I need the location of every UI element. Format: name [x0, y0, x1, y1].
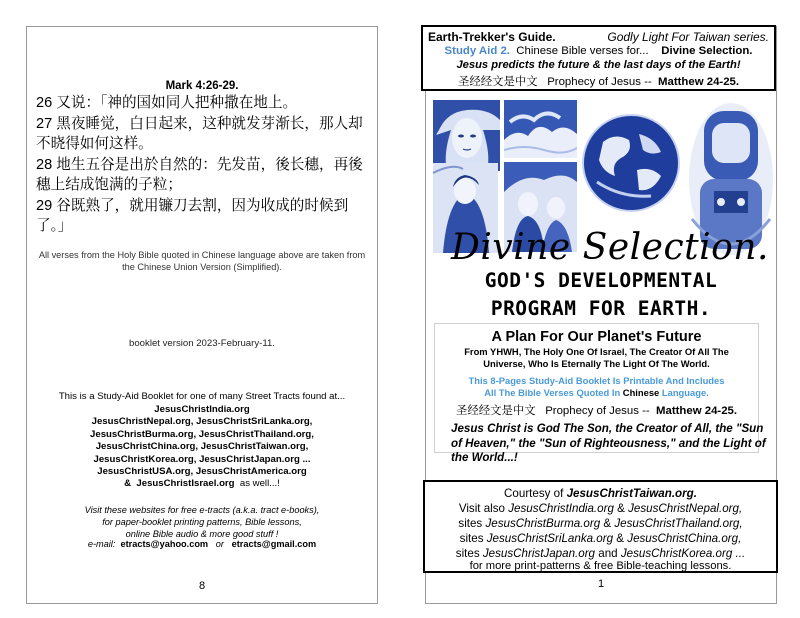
site-link[interactable]: JesusChristKorea.org ...	[620, 547, 746, 560]
study-aid-label: Study Aid 2.	[444, 45, 510, 57]
visit-note	[27, 504, 377, 540]
line-joiner: &	[616, 532, 625, 545]
predicts-line: Jesus predicts the future & the last days of the Earth!	[456, 59, 741, 71]
sites-line	[425, 517, 776, 530]
line-prefix: sites	[458, 517, 483, 530]
site-link[interactable]: JesusChristBurma.org	[485, 517, 601, 530]
verse-block	[36, 93, 376, 237]
visit-line: Visit these websites for free e-tracts (a.k.a. tract e-books),	[84, 505, 320, 515]
visit-line: for paper-booklet printing patterns, Bible lessons,	[102, 517, 302, 527]
program-heading: PROGRAM FOR EARTH.	[490, 297, 712, 320]
study-intro: This is a Study-Aid Booklet for one of many Street Tracts found at...	[58, 391, 346, 402]
amp-text: &	[124, 478, 132, 490]
selection-label: Divine Selection.	[661, 45, 753, 57]
scripture-reference: Mark 4:26-29.	[165, 80, 239, 92]
header-line-1	[428, 30, 769, 44]
sky-clouds-image	[504, 100, 577, 158]
courtesy-box	[423, 480, 778, 573]
woman-portrait-image	[433, 100, 500, 171]
verses-for: Chinese Bible verses for...	[516, 45, 649, 57]
visit-line: online Bible audio & more good stuff !	[125, 529, 279, 539]
booklet-note-line-2	[441, 387, 752, 399]
verse-28: 28 地生五谷是出於自然的：先发苗，後长穗，再後穗上结成饱满的子粒；	[36, 156, 363, 193]
booklet-note-text: All The Bible Verses Quoted In	[484, 386, 621, 398]
earth-globe-image	[581, 112, 681, 214]
site-line-last	[27, 478, 377, 490]
prophecy-ref: Matthew 24-25.	[658, 76, 740, 88]
site-line[interactable]: JesusChristKorea.org, JesusChristJapan.org ...	[93, 453, 311, 465]
line-prefix: Visit also	[458, 502, 505, 515]
sites-line	[425, 532, 776, 545]
language-word: Language.	[661, 386, 709, 398]
courtesy-site-link[interactable]: JesusChristTaiwan.org.	[566, 487, 697, 500]
email-or: or	[215, 539, 224, 549]
site-line[interactable]: JesusChristChina.org, JesusChristTaiwan.org,	[95, 441, 309, 453]
verse-29: 29 谷既熟了，就用镰刀去割，因为收成的时候到了。」	[36, 197, 349, 234]
series-title	[607, 30, 769, 44]
email-gmail[interactable]: etracts@gmail.com	[231, 539, 317, 549]
site-link[interactable]: JesusChristChina.org,	[627, 532, 742, 545]
right-page	[425, 26, 777, 604]
site-link[interactable]: JesusChristSriLanka.org	[486, 532, 614, 545]
prophecy-text-2: Prophecy of Jesus --	[545, 405, 650, 417]
site-link[interactable]: JesusChristJapan.org	[482, 547, 596, 560]
plan-booklet-note	[441, 375, 752, 398]
prophecy-text: Prophecy of Jesus --	[547, 76, 652, 88]
site-line[interactable]: JesusChristBurma.org, JesusChristThailand.org,	[90, 428, 314, 440]
line-prefix: sites	[455, 547, 480, 560]
email-yahoo[interactable]: etracts@yahoo.com	[120, 539, 209, 549]
line-joiner: &	[603, 517, 612, 530]
site-link[interactable]: JesusChristNepal.org,	[628, 502, 743, 515]
jesus-statement: Jesus Christ is God The Son, the Creator of All, the "Sun of Heaven," the "Sun of Righteousness," and the Light of the World...!	[451, 422, 766, 464]
line-joiner: &	[617, 502, 625, 515]
site-list	[27, 404, 377, 491]
visit-also-line	[425, 502, 776, 515]
site-line[interactable]: JesusChristUSA.org, JesusChristAmerica.org	[97, 466, 307, 478]
chinese-word: Chinese	[622, 386, 660, 398]
sites-line	[425, 547, 776, 560]
header-box	[421, 25, 776, 91]
email-label: e-mail:	[87, 539, 116, 549]
courtesy-line	[425, 487, 776, 500]
verse-27: 27 黑夜睡觉，白日起来，这种就发芽渐长，那人却不晓得如何这样。	[36, 115, 363, 152]
plan-prophecy-line	[435, 402, 758, 418]
plan-title: A Plan For Our Planet's Future	[491, 329, 702, 345]
prophecy-ref-2: Matthew 24-25.	[656, 405, 738, 417]
booklet-version: booklet version 2023-February-11.	[129, 338, 275, 349]
site-link[interactable]: JesusChristThailand.org,	[614, 517, 743, 530]
print-patterns-line: for more print-patterns & free Bible-teaching lessons.	[469, 560, 732, 572]
verse-26: 26 又说：「神的国如同人把种撒在地上。	[36, 95, 298, 111]
as-well-text: as well...!	[239, 478, 280, 490]
email-line	[27, 539, 377, 549]
page-number: 8	[198, 580, 206, 592]
header-line-2	[423, 45, 774, 57]
gods-developmental-heading: GOD'S DEVELOPMENTAL	[484, 269, 718, 292]
chinese-label: 圣经经文是中文	[457, 76, 538, 88]
booklet-note-line-1: This 8-Pages Study-Aid Booklet Is Printable And Includes	[468, 375, 725, 386]
site-link[interactable]: JesusChristIndia.org	[508, 502, 614, 515]
site-line[interactable]: JesusChristNepal.org, JesusChristSriLanka.org,	[91, 416, 313, 428]
site-link-israel[interactable]: JesusChristIsrael.org	[136, 478, 235, 490]
line-prefix: sites	[459, 532, 484, 545]
left-page	[26, 26, 378, 604]
guide-title: Earth-Trekker's Guide.	[428, 30, 556, 44]
plan-subtitle: From YHWH, The Holy One Of Israel, The Creator Of All The Universe, Who Is Eternally The Light Of The World.	[464, 346, 729, 369]
page-number: 1	[597, 578, 605, 590]
series-text: Godly Light For Taiwan series.	[607, 30, 769, 44]
translation-note: All verses from the Holy Bible quoted in Chinese language above are taken from the Chinese Union Version (Simplified).	[38, 250, 366, 272]
line-joiner: and	[598, 547, 618, 560]
header-line-4	[423, 73, 774, 89]
site-line[interactable]: JesusChristIndia.org	[154, 404, 250, 415]
divine-selection-title: Divine Selection.	[451, 227, 769, 268]
courtesy-label: Courtesy of	[504, 487, 564, 500]
chinese-label-2: 圣经经文是中文	[455, 405, 536, 417]
